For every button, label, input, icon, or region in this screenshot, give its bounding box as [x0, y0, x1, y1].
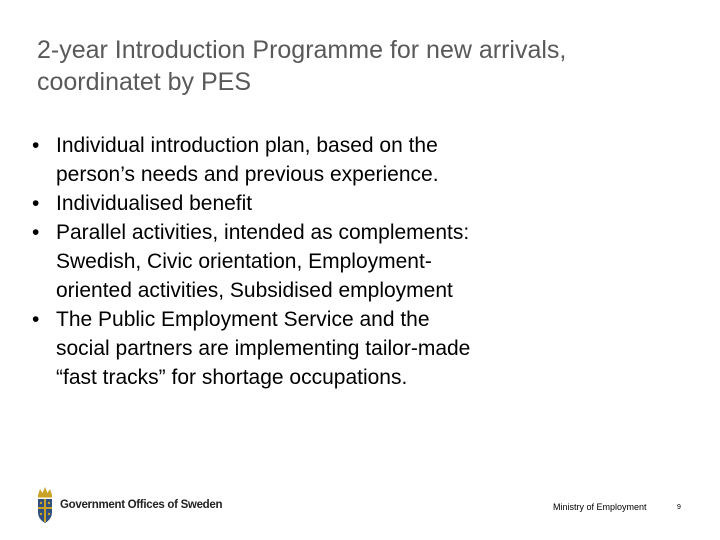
ministry-label: Ministry of Employment: [553, 502, 647, 512]
bullet-dot: •: [32, 134, 40, 157]
bullet-text: Individual introduction plan, based on the person’s needs and previous experience.: [56, 134, 439, 186]
bullet-dot: •: [32, 308, 40, 331]
bullet-item: [32, 305, 472, 392]
page-number: 9: [677, 504, 681, 511]
slide-title: 2-year Introduction Programme for new arrivals, coordinatet by PES: [37, 36, 567, 96]
bullet-text: Individualised benefit: [56, 192, 253, 215]
bullet-item: [32, 189, 472, 218]
bullet-dot: •: [32, 221, 40, 244]
bullet-item: [32, 131, 472, 189]
bullet-item: [32, 218, 472, 305]
swedish-crown-shield-icon: [36, 485, 54, 525]
bullet-text: Parallel activities, intended as complements: Swedish, Civic orientation, Employment-oriented activities, Subsidised employment: [56, 221, 470, 302]
bullet-text: The Public Employment Service and the social partners are implementing tailor-made “fast tracks” for shortage occupations.: [56, 308, 471, 389]
bullet-dot: •: [32, 192, 40, 215]
government-logo: [36, 485, 222, 525]
logo-text: Government Offices of Sweden: [60, 499, 223, 511]
bullet-list: [32, 131, 472, 392]
